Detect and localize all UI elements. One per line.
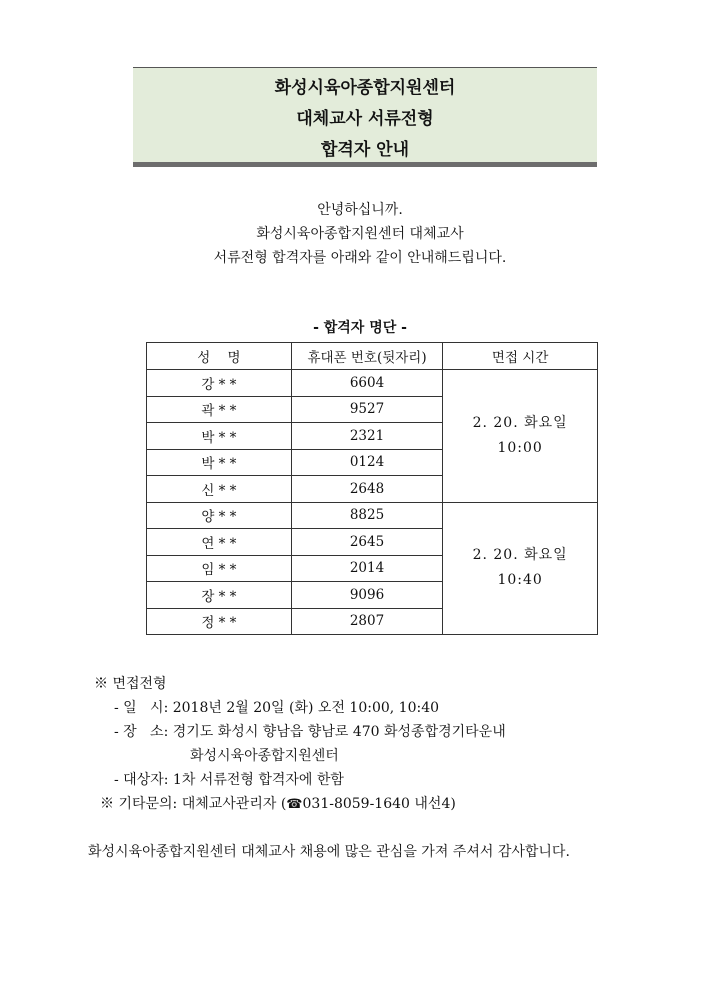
greeting-line-2: 화성시육아종합지원센터 대체교사: [256, 226, 464, 242]
cell-phone: 9527: [291, 396, 443, 423]
cell-name: 박 * *: [147, 449, 292, 476]
greeting-line-1: 안녕하십니까.: [317, 202, 403, 218]
cell-name: 신 * *: [147, 476, 292, 503]
interview-heading: ※ 면접전형: [94, 676, 167, 692]
greeting: [0, 198, 720, 270]
greeting-line-3: 서류전형 합격자를 아래와 같이 안내해드립니다.: [213, 250, 507, 266]
header-time: 면접 시간: [443, 343, 598, 370]
cell-phone: 9096: [291, 582, 443, 609]
header-phone: 휴대폰 번호(뒷자리): [291, 343, 443, 370]
header-name: 성 명: [147, 343, 292, 370]
table-row: [147, 502, 598, 529]
cell-phone: 2645: [291, 529, 443, 556]
interview-target-line: - 대상자: 1차 서류전형 합격자에 한함: [114, 772, 344, 788]
contact-line: [94, 792, 654, 816]
interview-place-line: - 장 소: 경기도 화성시 향남읍 향남로 470 화성종합경기타운내: [114, 724, 506, 740]
contact-number: 031-8059-1640 내선4): [302, 796, 456, 812]
cell-name: 정 * *: [147, 608, 292, 635]
cell-name: 장 * *: [147, 582, 292, 609]
cell-name: 양 * *: [147, 502, 292, 529]
interview-time: 10:00: [497, 439, 543, 456]
interview-date: 2. 20. 화요일: [472, 547, 568, 564]
cell-name: 강 * *: [147, 370, 292, 397]
cell-phone: 2648: [291, 476, 443, 503]
cell-interview-time: [443, 502, 598, 635]
phone-icon: ☎: [286, 797, 303, 812]
cell-phone: 0124: [291, 449, 443, 476]
cell-phone: 2321: [291, 423, 443, 450]
interview-place-line-2: 화성시육아종합지원센터: [190, 748, 339, 764]
interview-time: 10:40: [497, 572, 543, 589]
title-line-3: 합격자 안내: [320, 140, 410, 160]
cell-phone: 2807: [291, 608, 443, 635]
title-box: [133, 67, 597, 167]
interview-date: 2. 20. 화요일: [472, 414, 568, 431]
cell-name: 박 * *: [147, 423, 292, 450]
cell-phone: 6604: [291, 370, 443, 397]
title-line-1: 화성시육아종합지원센터: [274, 78, 456, 98]
cell-name: 곽 * *: [147, 396, 292, 423]
list-title: - 합격자 명단 -: [313, 320, 407, 336]
cell-name: 연 * *: [147, 529, 292, 556]
cell-phone: 2014: [291, 555, 443, 582]
interview-date-line: - 일 시: 2018년 2월 20일 (화) 오전 10:00, 10:40: [114, 700, 440, 716]
cell-interview-time: [443, 370, 598, 503]
results-table: [146, 342, 598, 635]
table-row: [147, 370, 598, 397]
cell-name: 임 * *: [147, 555, 292, 582]
title-line-2: 대체교사 서류전형: [296, 109, 434, 129]
closing-message: 화성시육아종합지원센터 대체교사 채용에 많은 관심을 가져 주셔서 감사합니다.: [88, 844, 570, 860]
contact-prefix: ※ 기타문의: 대체교사관리자 (: [100, 796, 287, 812]
cell-phone: 8825: [291, 502, 443, 529]
table-header-row: [147, 343, 598, 370]
interview-info: [94, 672, 654, 816]
